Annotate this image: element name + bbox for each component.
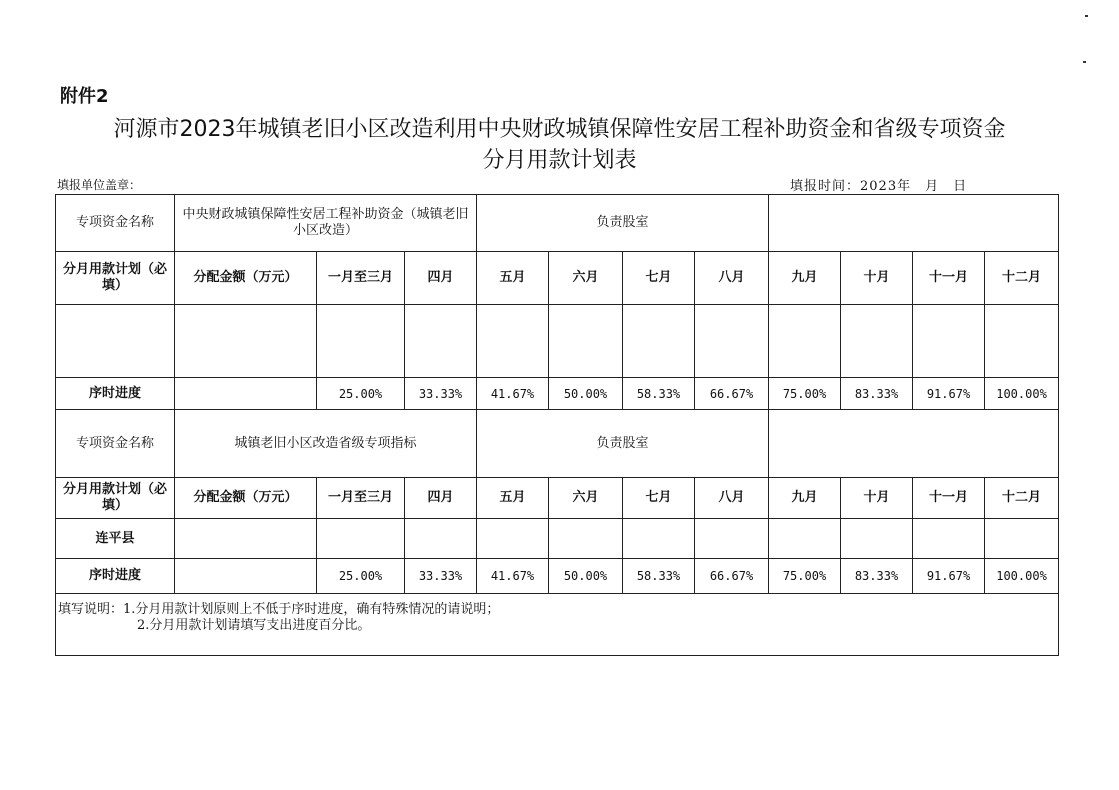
progress-value: 83.33% [841, 559, 913, 594]
month-header: 十月 [841, 252, 913, 305]
table-row [56, 594, 1059, 656]
table-cell [549, 305, 623, 378]
month-header: 一月至三月 [317, 252, 405, 305]
month-header: 七月 [623, 252, 695, 305]
progress-value: 33.33% [405, 559, 477, 594]
table-row [56, 478, 1059, 519]
alloc-label: 分配金额（万元） [175, 478, 317, 519]
fund-name-value: 中央财政城镇保障性安居工程补助资金（城镇老旧小区改造） [175, 195, 477, 252]
progress-value: 75.00% [769, 378, 841, 410]
month-header: 六月 [549, 478, 623, 519]
table-cell [913, 519, 985, 559]
table-cell [175, 305, 317, 378]
progress-value: 58.33% [623, 559, 695, 594]
table-cell [175, 559, 317, 594]
dept-label: 负责股室 [477, 195, 769, 252]
progress-label: 序时进度 [56, 559, 175, 594]
table-cell [405, 519, 477, 559]
progress-value: 75.00% [769, 559, 841, 594]
fund-name-label: 专项资金名称 [56, 410, 175, 478]
month-header: 八月 [695, 478, 769, 519]
month-header: 九月 [769, 478, 841, 519]
progress-value: 83.33% [841, 378, 913, 410]
progress-value: 100.00% [985, 378, 1059, 410]
unit-label: 填报单位盖章： [57, 178, 142, 192]
table-row [56, 305, 1059, 378]
note-line-2: 2.分月用款计划请填写支出进度百分比。 [137, 618, 371, 633]
month-header: 八月 [695, 252, 769, 305]
month-header: 十月 [841, 478, 913, 519]
table-row [56, 195, 1059, 252]
table-cell [985, 519, 1059, 559]
progress-value: 66.67% [695, 378, 769, 410]
plan-table [55, 194, 1059, 656]
table-cell [175, 378, 317, 410]
progress-value: 50.00% [549, 378, 623, 410]
note-line-1: 填写说明：1.分月用款计划原则上不低于序时进度，确有特殊情况的请说明； [58, 602, 500, 617]
plan-label: 分月用款计划（必填） [56, 252, 175, 305]
progress-value: 41.67% [477, 559, 549, 594]
dept-label: 负责股室 [477, 410, 769, 478]
alloc-label: 分配金额（万元） [175, 252, 317, 305]
progress-value: 33.33% [405, 378, 477, 410]
notes-cell [56, 594, 1059, 656]
plan-label: 分月用款计划（必填） [56, 478, 175, 519]
progress-value: 58.33% [623, 378, 695, 410]
table-cell [175, 519, 317, 559]
table-cell [317, 519, 405, 559]
annex-label: 附件2 [60, 86, 109, 107]
table-cell [317, 305, 405, 378]
entry-name: 连平县 [56, 519, 175, 559]
scan-mark [1085, 15, 1088, 17]
table-cell [769, 519, 841, 559]
table-cell [405, 305, 477, 378]
progress-value: 41.67% [477, 378, 549, 410]
table-cell [841, 519, 913, 559]
month-header: 十一月 [913, 252, 985, 305]
progress-value: 91.67% [913, 559, 985, 594]
month-header: 十一月 [913, 478, 985, 519]
table-row [56, 252, 1059, 305]
table-row [56, 559, 1059, 594]
month-header: 四月 [405, 252, 477, 305]
table-cell [695, 305, 769, 378]
table-row [56, 410, 1059, 478]
progress-value: 91.67% [913, 378, 985, 410]
progress-value: 50.00% [549, 559, 623, 594]
table-row [56, 519, 1059, 559]
progress-label: 序时进度 [56, 378, 175, 410]
entry-name [56, 305, 175, 378]
table-cell [623, 305, 695, 378]
month-header: 九月 [769, 252, 841, 305]
month-header: 十二月 [985, 252, 1059, 305]
fund-name-value: 城镇老旧小区改造省级专项指标 [175, 410, 477, 478]
date-label: 填报时间：2023年 月 日 [790, 179, 968, 194]
table-cell [477, 519, 549, 559]
table-cell [549, 519, 623, 559]
progress-value: 25.00% [317, 378, 405, 410]
table-cell [769, 305, 841, 378]
page-subtitle: 分月用款计划表 [482, 148, 637, 173]
month-header: 五月 [477, 252, 549, 305]
table-cell [985, 305, 1059, 378]
page-title: 河源市2023年城镇老旧小区改造利用中央财政城镇保障性安居工程补助资金和省级专项资金 [113, 117, 1006, 142]
table-row [56, 378, 1059, 410]
fund-name-label: 专项资金名称 [56, 195, 175, 252]
table-cell [477, 305, 549, 378]
progress-value: 66.67% [695, 559, 769, 594]
month-header: 五月 [477, 478, 549, 519]
table-cell [623, 519, 695, 559]
month-header: 四月 [405, 478, 477, 519]
scan-mark [1083, 61, 1086, 63]
table-cell [841, 305, 913, 378]
month-header: 一月至三月 [317, 478, 405, 519]
month-header: 六月 [549, 252, 623, 305]
month-header: 七月 [623, 478, 695, 519]
progress-value: 25.00% [317, 559, 405, 594]
table-cell [695, 519, 769, 559]
table-cell [913, 305, 985, 378]
dept-value [769, 410, 1059, 478]
month-header: 十二月 [985, 478, 1059, 519]
progress-value: 100.00% [985, 559, 1059, 594]
dept-value [769, 195, 1059, 252]
